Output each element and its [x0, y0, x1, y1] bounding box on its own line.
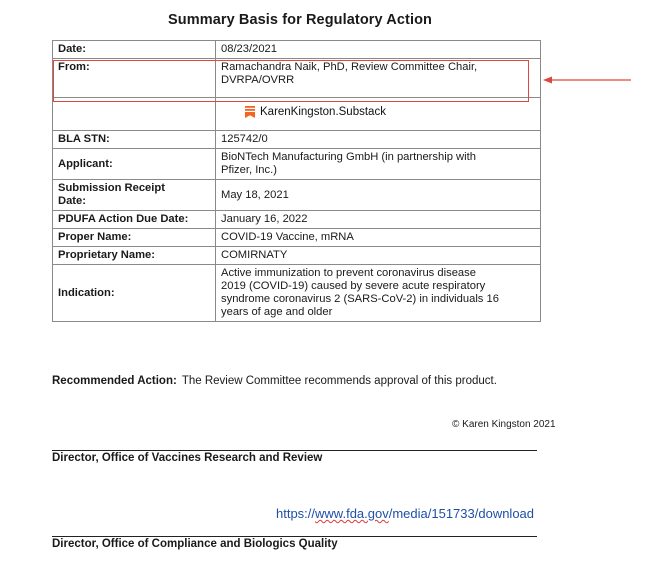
from-value-line1: Ramachandra Naik, PhD, Review Committee Chair,: [221, 61, 478, 73]
table-row-submission: [53, 180, 541, 211]
submission-label: [53, 180, 216, 211]
table-row-indication: [53, 265, 541, 322]
annotation-arrow-icon: [543, 75, 633, 85]
applicant-value: [216, 149, 541, 180]
table-row-bla-stn: [53, 131, 541, 149]
table-row-watermark: [53, 98, 541, 131]
submission-label-line1: Submission Receipt: [58, 182, 165, 194]
signature-label-compliance: Director, Office of Compliance and Biologics Quality: [52, 538, 338, 550]
signature-label-vaccines: Director, Office of Vaccines Research and Review: [52, 452, 323, 464]
indication-line: 2019 (COVID-19) caused by severe acute respiratory: [221, 280, 486, 292]
watermark-text: KarenKingston.Substack: [260, 105, 386, 118]
proprietary-name-label: Proprietary Name:: [53, 247, 216, 265]
from-label: From:: [53, 59, 216, 98]
from-value-line2: DVRPA/OVRR: [221, 74, 295, 86]
bla-stn-value: 125742/0: [216, 131, 541, 149]
document-title: Summary Basis for Regulatory Action: [167, 12, 433, 28]
copyright-notice: © Karen Kingston 2021: [452, 419, 556, 430]
source-url-link[interactable]: [276, 506, 534, 521]
from-highlight-box: [53, 60, 529, 102]
table-row-proper-name: [53, 229, 541, 247]
pdufa-value: January 16, 2022: [216, 211, 541, 229]
date-label: Date:: [53, 41, 216, 59]
proper-name-value: COVID-19 Vaccine, mRNA: [216, 229, 541, 247]
applicant-value-line1: BioNTech Manufacturing GmbH (in partnership with: [221, 151, 476, 163]
url-prefix: https://: [276, 506, 316, 521]
submission-label-line2: Date:: [58, 195, 86, 207]
indication-line: Active immunization to prevent coronavirus disease: [221, 267, 476, 279]
url-path: /media/151733/download: [388, 506, 535, 521]
signature-line: [52, 450, 537, 451]
table-row-proprietary-name: [53, 247, 541, 265]
substack-watermark: [245, 106, 386, 119]
applicant-value-line2: Pfizer, Inc.): [221, 164, 277, 176]
indication-line: syndrome coronavirus 2 (SARS-CoV-2) in individuals 16: [221, 293, 499, 305]
indication-label: Indication:: [53, 265, 216, 322]
indication-line: years of age and older: [221, 306, 333, 318]
recommended-action-label: Recommended Action:: [52, 375, 177, 387]
watermark-cell: [216, 98, 541, 131]
bla-stn-label: BLA STN:: [53, 131, 216, 149]
table-row-date: [53, 41, 541, 59]
substack-icon: [245, 106, 255, 118]
watermark-empty-cell: [53, 98, 216, 131]
signature-line: [52, 536, 537, 537]
applicant-label: Applicant:: [53, 149, 216, 180]
recommended-action-text: The Review Committee recommends approval of this product.: [181, 375, 497, 387]
submission-value: May 18, 2021: [216, 180, 541, 211]
proprietary-name-value: COMIRNATY: [216, 247, 541, 265]
table-row-applicant: [53, 149, 541, 180]
date-value: 08/23/2021: [216, 41, 541, 59]
indication-value: [216, 265, 541, 322]
url-domain: www.fda.gov: [315, 506, 389, 521]
recommended-action: [52, 375, 497, 387]
table-row-pdufa: [53, 211, 541, 229]
pdufa-label: PDUFA Action Due Date:: [53, 211, 216, 229]
proper-name-label: Proper Name:: [53, 229, 216, 247]
